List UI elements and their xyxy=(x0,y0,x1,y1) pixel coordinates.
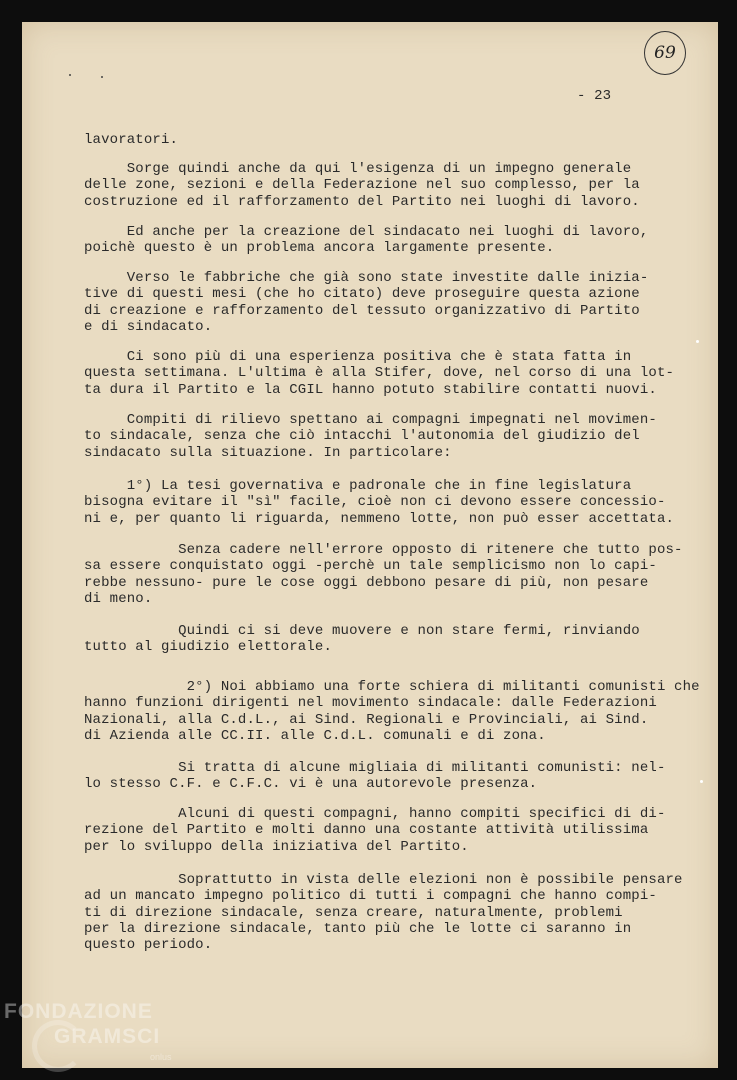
paragraph: Senza cadere nell'errore opposto di ritenere che tutto pos- sa essere conquistato oggi -perchè un tale semplicismo non lo capi- rebbe nessuno- pure le cose oggi debbono pesare di più, non pesare di meno. xyxy=(84,542,683,607)
paragraph: Alcuni di questi compagni, hanno compiti specifici di di- rezione del Partito e molti danno una costante attività utilissima per lo sviluppo della iniziativa del Partito. xyxy=(84,806,666,855)
speck xyxy=(696,340,699,343)
page-number: - 23 xyxy=(577,88,612,104)
watermark-line2: GRAMSCI xyxy=(54,1025,161,1048)
speck xyxy=(101,76,103,78)
paragraph: Sorge quindi anche da qui l'esigenza di un impegno generale delle zone, sezioni e della Federazione nel suo complesso, per la costruzione ed il rafforzamento del Partito nei luoghi di lavoro. xyxy=(84,161,640,210)
paragraph: Quindi ci si deve muovere e non stare fermi, rinviando tutto al giudizio elettorale. xyxy=(84,623,640,656)
speck xyxy=(700,780,703,783)
paragraph: Soprattutto in vista delle elezioni non è possibile pensare ad un mancato impegno politico di tutti i compagni che hanno compi- ti di direzione sindacale, senza creare, naturalmente, problemi per la direzione sindacale, tanto più che le lotte ci saranno in questo periodo. xyxy=(84,872,683,954)
paragraph: Compiti di rilievo spettano ai compagni impegnati nel movimen- to sindacale, senza che ciò intacchi l'autonomia del giudizio del sindacato sulla situazione. In particolare: xyxy=(84,412,657,461)
paragraph: Ci sono più di una esperienza positiva che è stata fatta in questa settimana. L'ultima è alla Stifer, dove, nel corso di una lot- ta dura il Partito e la CGIL hanno potuto stabilire contatti nuovi. xyxy=(84,349,675,398)
paragraph: Si tratta di alcune migliaia di militanti comunisti: nel- lo stesso C.F. e C.F.C. vi è una autorevole presenza. xyxy=(84,760,666,793)
speck xyxy=(69,74,71,76)
archive-page-number: 69 xyxy=(644,31,686,75)
paragraph: lavoratori. xyxy=(84,132,179,148)
watermark-line3: onlus xyxy=(150,1052,172,1062)
paragraph: Verso le fabbriche che già sono state investite dalle inizia- tive di questi mesi (che ho citato) deve proseguire questa azione di creazione e rafforzamento del tessuto organizzativo di Partito e di sindacato. xyxy=(84,270,649,335)
document-page xyxy=(22,22,718,1068)
paragraph: Ed anche per la creazione del sindacato nei luoghi di lavoro, poichè questo è un problema ancora largamente presente. xyxy=(84,224,649,257)
watermark-logo xyxy=(4,1000,194,1080)
paragraph: 2°) Noi abbiamo una forte schiera di militanti comunisti che hanno funzioni dirigenti nel movimento sindacale: dalle Federazioni Nazionali, alla C.d.L., ai Sind. Regionali e Provinciali, ai Sind. di Azienda alle CC.II. alle C.d.L. comunali e di zona. xyxy=(84,679,700,744)
watermark-line1: FONDAZIONE xyxy=(4,1000,153,1023)
paragraph: 1°) La tesi governativa e padronale che in fine legislatura bisogna evitare il "sì" facile, cioè non ci devono essere concessio- ni e, per quanto li riguarda, nemmeno lotte, non può esser accettata. xyxy=(84,478,675,527)
